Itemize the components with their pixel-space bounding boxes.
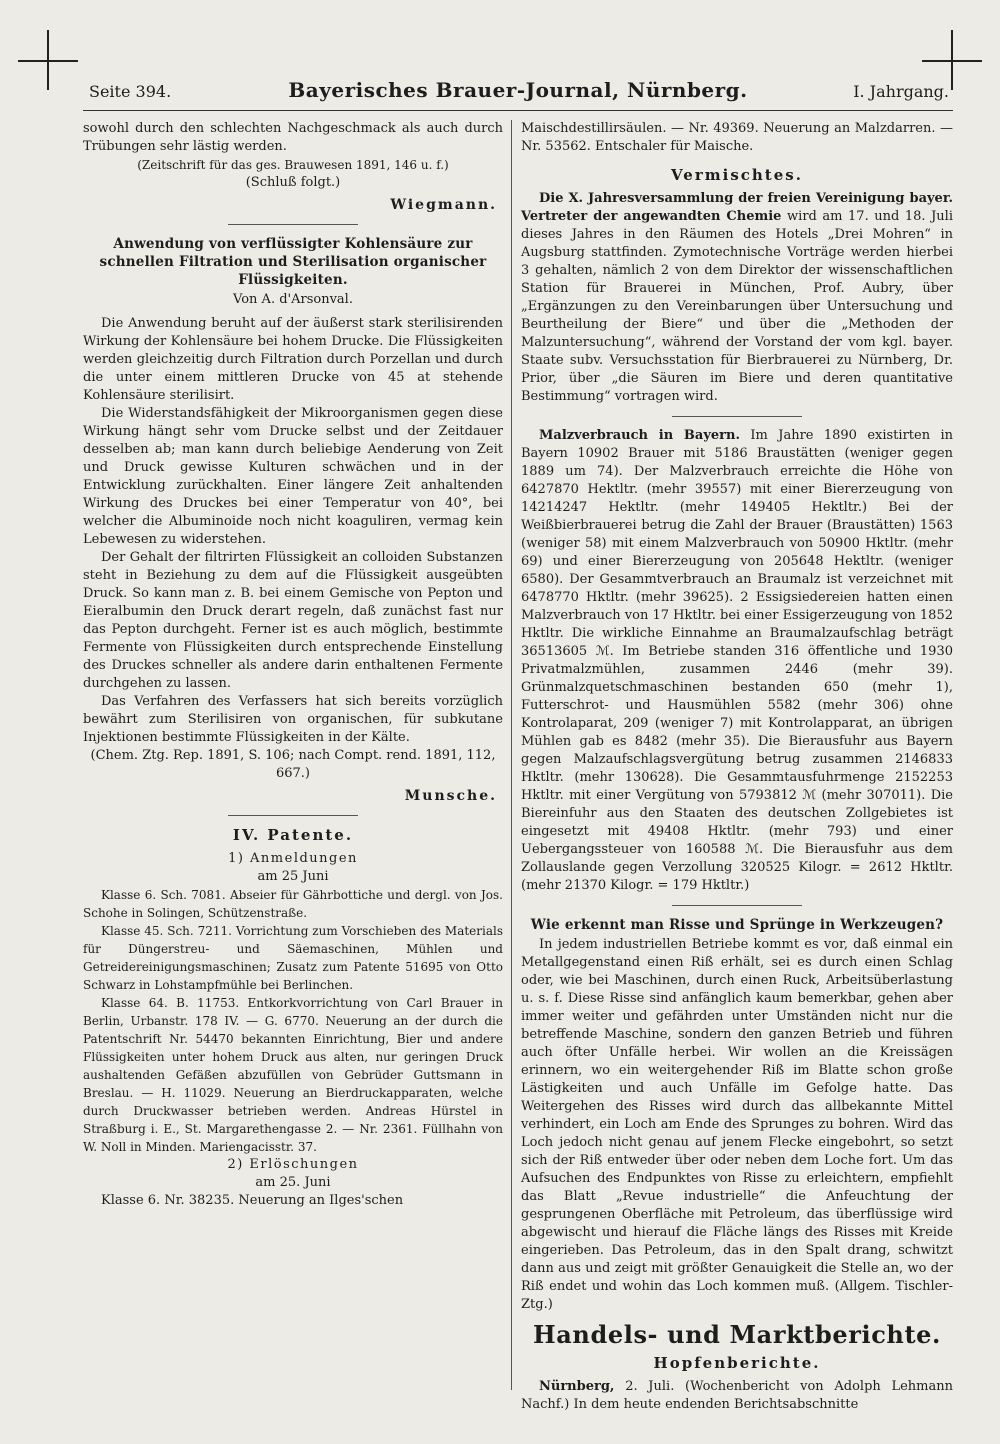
paragraph-text: In jedem industriellen Betriebe kommt es vor, daß einmal ein Metallgegenstand einen Riß erhält, sei es durch einen Schlag oder, wie bei Maschinen, durch einen Ruck, Arbeitsüberlastung u. s. f. Diese Risse sind anfänglich kaum bemerkbar, gehen aber immer weiter und gefährden unter Umständen nicht nur die betreffende Maschine, sondern den ganzen Betrieb und führen auch öfter Unfälle herbei. Wir wollen an die Kreissägen erinnern, wo ein weitergehender Riß im Blatte schon große Lästigkeiten und auch Unfälle im Gefolge hatte. Das Weitergehen des Risses wird durch das allbekannte Mittel verhindert, ein Loch am Ende des Sprunges zu bohren. Wird das Loch jedoch nicht genau auf jenem Flecke eingebohrt, so setzt sich der Riß entweder über oder neben dem Loche fort. Um das Aufsuchen des Endpunktes von Risse zu erleichtern, empfiehlt das Blatt „Revue industrielle“ die Anfeuchtung der gesprungenen Oberfläche mit Petroleum, das überflüssige wird abgewischt und hierauf die Fläche längs des Risses mit Kreide eingerieben. Das Petroleum, das in den Spalt drang, schwitzt dann aus und zeigt mit größter Genauigkeit die Stelle an, wo der Riß endet und wohin das Loch kommen muß.: [521, 937, 953, 1294]
reference-2: (Chem. Ztg. Rep. 1891, S. 106; nach Compt. rend. 1891, 112, 667.): [90, 748, 496, 781]
subsection-heading: 2) Erlöschungen: [227, 1157, 359, 1172]
paragraph: Die Anwendung beruht auf der äußerst stark sterilisirenden Wirkung der Kohlensäure bei hohem Drucke. Die Flüssigkeiten werden gleichzeitig durch Filtration durch Porzellan und durch die unter einem mittleren Drucke von 45 at stehende Kohlensäure sterilisirt.: [83, 316, 503, 403]
report-text: 2. Juli. (Wochenbericht von Adolph Lehmann Nachf.) In dem heute endenden Berichtsabschnitte: [521, 1379, 953, 1412]
paragraph: Der Gehalt der filtrirten Flüssigkeit an colloiden Substanzen steht in Beziehung zu dem auf die Flüssigkeit ausgeübten Druck. So kann man z. B. bei einem Gemische von Pepton und Eieralbumin den Druck derart regeln, daß zunächst fast nur das Pepton durchgeht. Ferner ist es auch möglich, bestimmte Fermente von Flüssigkeiten durch entsprechende Einstellung des Druckes schneller als andere darin enthaltenen Fermente durchgehen zu lassen.: [83, 550, 503, 691]
subsection-heading-hopfen: Hopfenberichte.: [653, 1354, 821, 1372]
separator-rule: [228, 815, 358, 816]
article-title: Anwendung von verflüssigter Kohlensäure zur schnellen Filtration und Sterilisation organischer Flüssigkeiten.: [99, 236, 487, 288]
paragraph: [521, 936, 953, 1314]
volume-label: I. Jahrgang.: [853, 82, 949, 101]
reference-1: (Zeitschrift für das ges. Brauwesen 1891, 146 u. f.): [137, 158, 449, 172]
news-item: [521, 190, 953, 406]
crop-mark-top-left: [18, 30, 78, 90]
author-signature-1: Wiegmann.: [390, 197, 497, 213]
column-divider: [511, 120, 512, 1390]
paragraph: Die Widerstandsfähigkeit der Mikroorganismen gegen diese Wirkung hängt sehr vom Drucke selbst und der Zeitdauer desselben ab; man kann durch beliebige Aenderung von Zeit und Druck gewisse Kulturen schwächen und in der Entwicklung zurückhalten. Einer längere Zeit anhaltenden Wirkung des Druckes bei einer Temperatur von 40°, bei welcher die Albuminoide noch nicht koaguliren, vermag kein Lebewesen zu widerstehen.: [83, 406, 503, 547]
separator-rule: [672, 416, 802, 417]
section-heading-patents: IV. Patente.: [232, 826, 354, 844]
continued-paragraph: Maischdestillirsäulen. — Nr. 49369. Neuerung an Malzdarren. — Nr. 53562. Entschaler für Maische.: [521, 121, 953, 154]
news-item: [521, 427, 953, 895]
separator-rule: [672, 905, 802, 906]
reference: (Allgem. Tischler-Ztg.): [521, 1279, 953, 1312]
patent-entry: Klasse 45. Sch. 7211. Vorrichtung zum Vorschieben des Materials für Düngerstreu- und Säemaschinen, Mühlen und Getreidereinigungsmaschinen; Zusatz zum Patente 51695 von Otto Schwarz in Lohstampfmühle bei Berlinchen.: [83, 924, 503, 992]
article-title: Wie erkennt man Risse und Sprünge in Werkzeugen?: [530, 917, 944, 933]
subsection-date: am 25. Juni: [255, 1175, 331, 1190]
right-column: [521, 120, 953, 1412]
section-heading-handel: Handels- und Marktberichte.: [533, 1320, 941, 1349]
continued-paragraph: sowohl durch den schlechten Nachgeschmack als auch durch Trübungen sehr lästig werden.: [83, 121, 503, 154]
news-item-lead: Malzverbrauch in Bayern.: [539, 428, 740, 443]
news-item-lead: Die X. Jahresversammlung der freien Vereinigung bayer. Vertreter der angewandten Chemie: [521, 191, 953, 224]
left-column: [83, 120, 503, 1390]
paragraph: Das Verfahren des Verfassers hat sich bereits vorzüglich bewährt zum Sterilisiren von organischen, für subkutane Injektionen bestimmte Flüssigkeiten in der Kälte.: [83, 694, 503, 745]
report-place: Nürnberg,: [539, 1379, 615, 1394]
section-heading-vermischtes: Vermischtes.: [671, 166, 803, 184]
patent-entry: Klasse 6. Nr. 38235. Neuerung an Ilges'schen: [101, 1193, 404, 1208]
author-signature-2: Munsche.: [404, 788, 497, 804]
journal-title: Bayerisches Brauer-Journal, Nürnberg.: [288, 78, 748, 102]
news-item-text: wird am 17. und 18. Juli dieses Jahres in den Räumen des Hotels „Drei Mohren“ in Augsburg stattfinden. Zymotechnische Vorträge werden hierbei 3 gehalten, nämlich 2 von dem Direktor der wissenschaftlichen Station für Brauerei in München, Prof. Aubry, über „Ergänzungen zu den Vereinbarungen über Untersuchung und Beurtheilung der Biere“ und über die „Methoden der Malzuntersuchung“, während der Vorstand der vom kgl. bayer. Staate subv. Versuchsstation für Bierbrauerei zu Nürnberg, Dr. Prior, über „die Säuren im Biere und deren quantitative Bestimmung“ vortragen wird.: [521, 209, 953, 404]
running-header: [83, 70, 953, 111]
article-byline: Von A. d'Arsonval.: [233, 292, 353, 307]
subsection-date: am 25 Juni: [257, 869, 329, 884]
page-number: Seite 394.: [89, 82, 172, 101]
market-report: [521, 1378, 953, 1414]
patent-entry: Klasse 64. B. 11753. Entkorkvorrichtung von Carl Brauer in Berlin, Urbanstr. 178 IV. — G. 6770. Neuerung an der durch die Patentschrift Nr. 54470 bekannten Einrichtung, Bier und andere Flüssigkeiten unter hohem Druck aus alten, nur geringen Druck aushaltenden Gefäßen abzufüllen von Gebrüder Guttsmann in Breslau. — H. 11029. Neuerung an Bierdruckapparaten, welche durch Druckwasser betrieben werden. Andreas Hürstel in Straßburg i. E., St. Margarethengasse 2. — Nr. 2361. Füllhahn von W. Noll in Minden. Mariengacisstr. 37.: [83, 996, 503, 1154]
subsection-heading: 1) Anmeldungen: [228, 851, 358, 866]
patent-entry: Klasse 6. Sch. 7081. Abseier für Gährbottiche und dergl. von Jos. Schohe in Solingen, Schützenstraße.: [83, 888, 503, 920]
separator-rule: [228, 224, 358, 225]
news-item-text: Im Jahre 1890 existirten in Bayern 10902 Brauer mit 5186 Braustätten (weniger gegen 1889 um 74). Der Malzverbrauch erreichte die Höhe von 6427870 Hektltr. (mehr 39557) mit einer Biererzeugung von 14214247 Hektltr. (mehr 149405 Hektltr.) Bei der Weißbierbrauerei betrug die Zahl der Brauer (Braustätten) 1563 (weniger 58) mit einem Malzverbrauch von 50900 Hktltr. (mehr 69) und einer Biererzeugung von 205648 Hektltr. (weniger 6580). Der Gesammtverbrauch an Braumalz ist verzeichnet mit 6478770 Hktltr. (mehr 39625). 2 Essigsiedereien hatten einen Malzverbrauch von 17 Hktltr. bei einer Essigerzeugung von 1852 Hktltr. Die wirkliche Einnahme an Braumalzaufschlag beträgt 36513605 ℳ. Im Betriebe standen 316 öffentliche und 1930 Privatmalzmühlen, zusammen 2446 (mehr 39). Grünmalzquetschmaschinen bestanden 650 (mehr 1), Futterschrot- und Hausmühlen 5582 (mehr 306) ohne Kontrolaparat, 209 (weniger 7) mit Kontrolapparat, an übrigen Mühlen gab es 8482 (mehr 35). Die Bierausfuhr aus Bayern gegen Malzaufschlagsvergütung betrug zusammen 2146833 Hktltr. (mehr 130628). Die Gesammtausfuhrmenge 2152253 Hktltr. mit einer Vergütung von 5793812 ℳ (mehr 307011). Die Biereinfuhr aus den Staaten des deutschen Zollgebietes ist eingesetzt mit 49408 Hktltr. (mehr 793) und einer Uebergangssteuer von 160588 ℳ. Die Bierausfuhr aus dem Zollauslande gegen Verzollung 320525 Kilogr. = 2612 Hktltr. (mehr 21370 Kilogr. = 179 Hktltr.): [521, 428, 953, 893]
continuation-note: (Schluß folgt.): [245, 175, 341, 190]
